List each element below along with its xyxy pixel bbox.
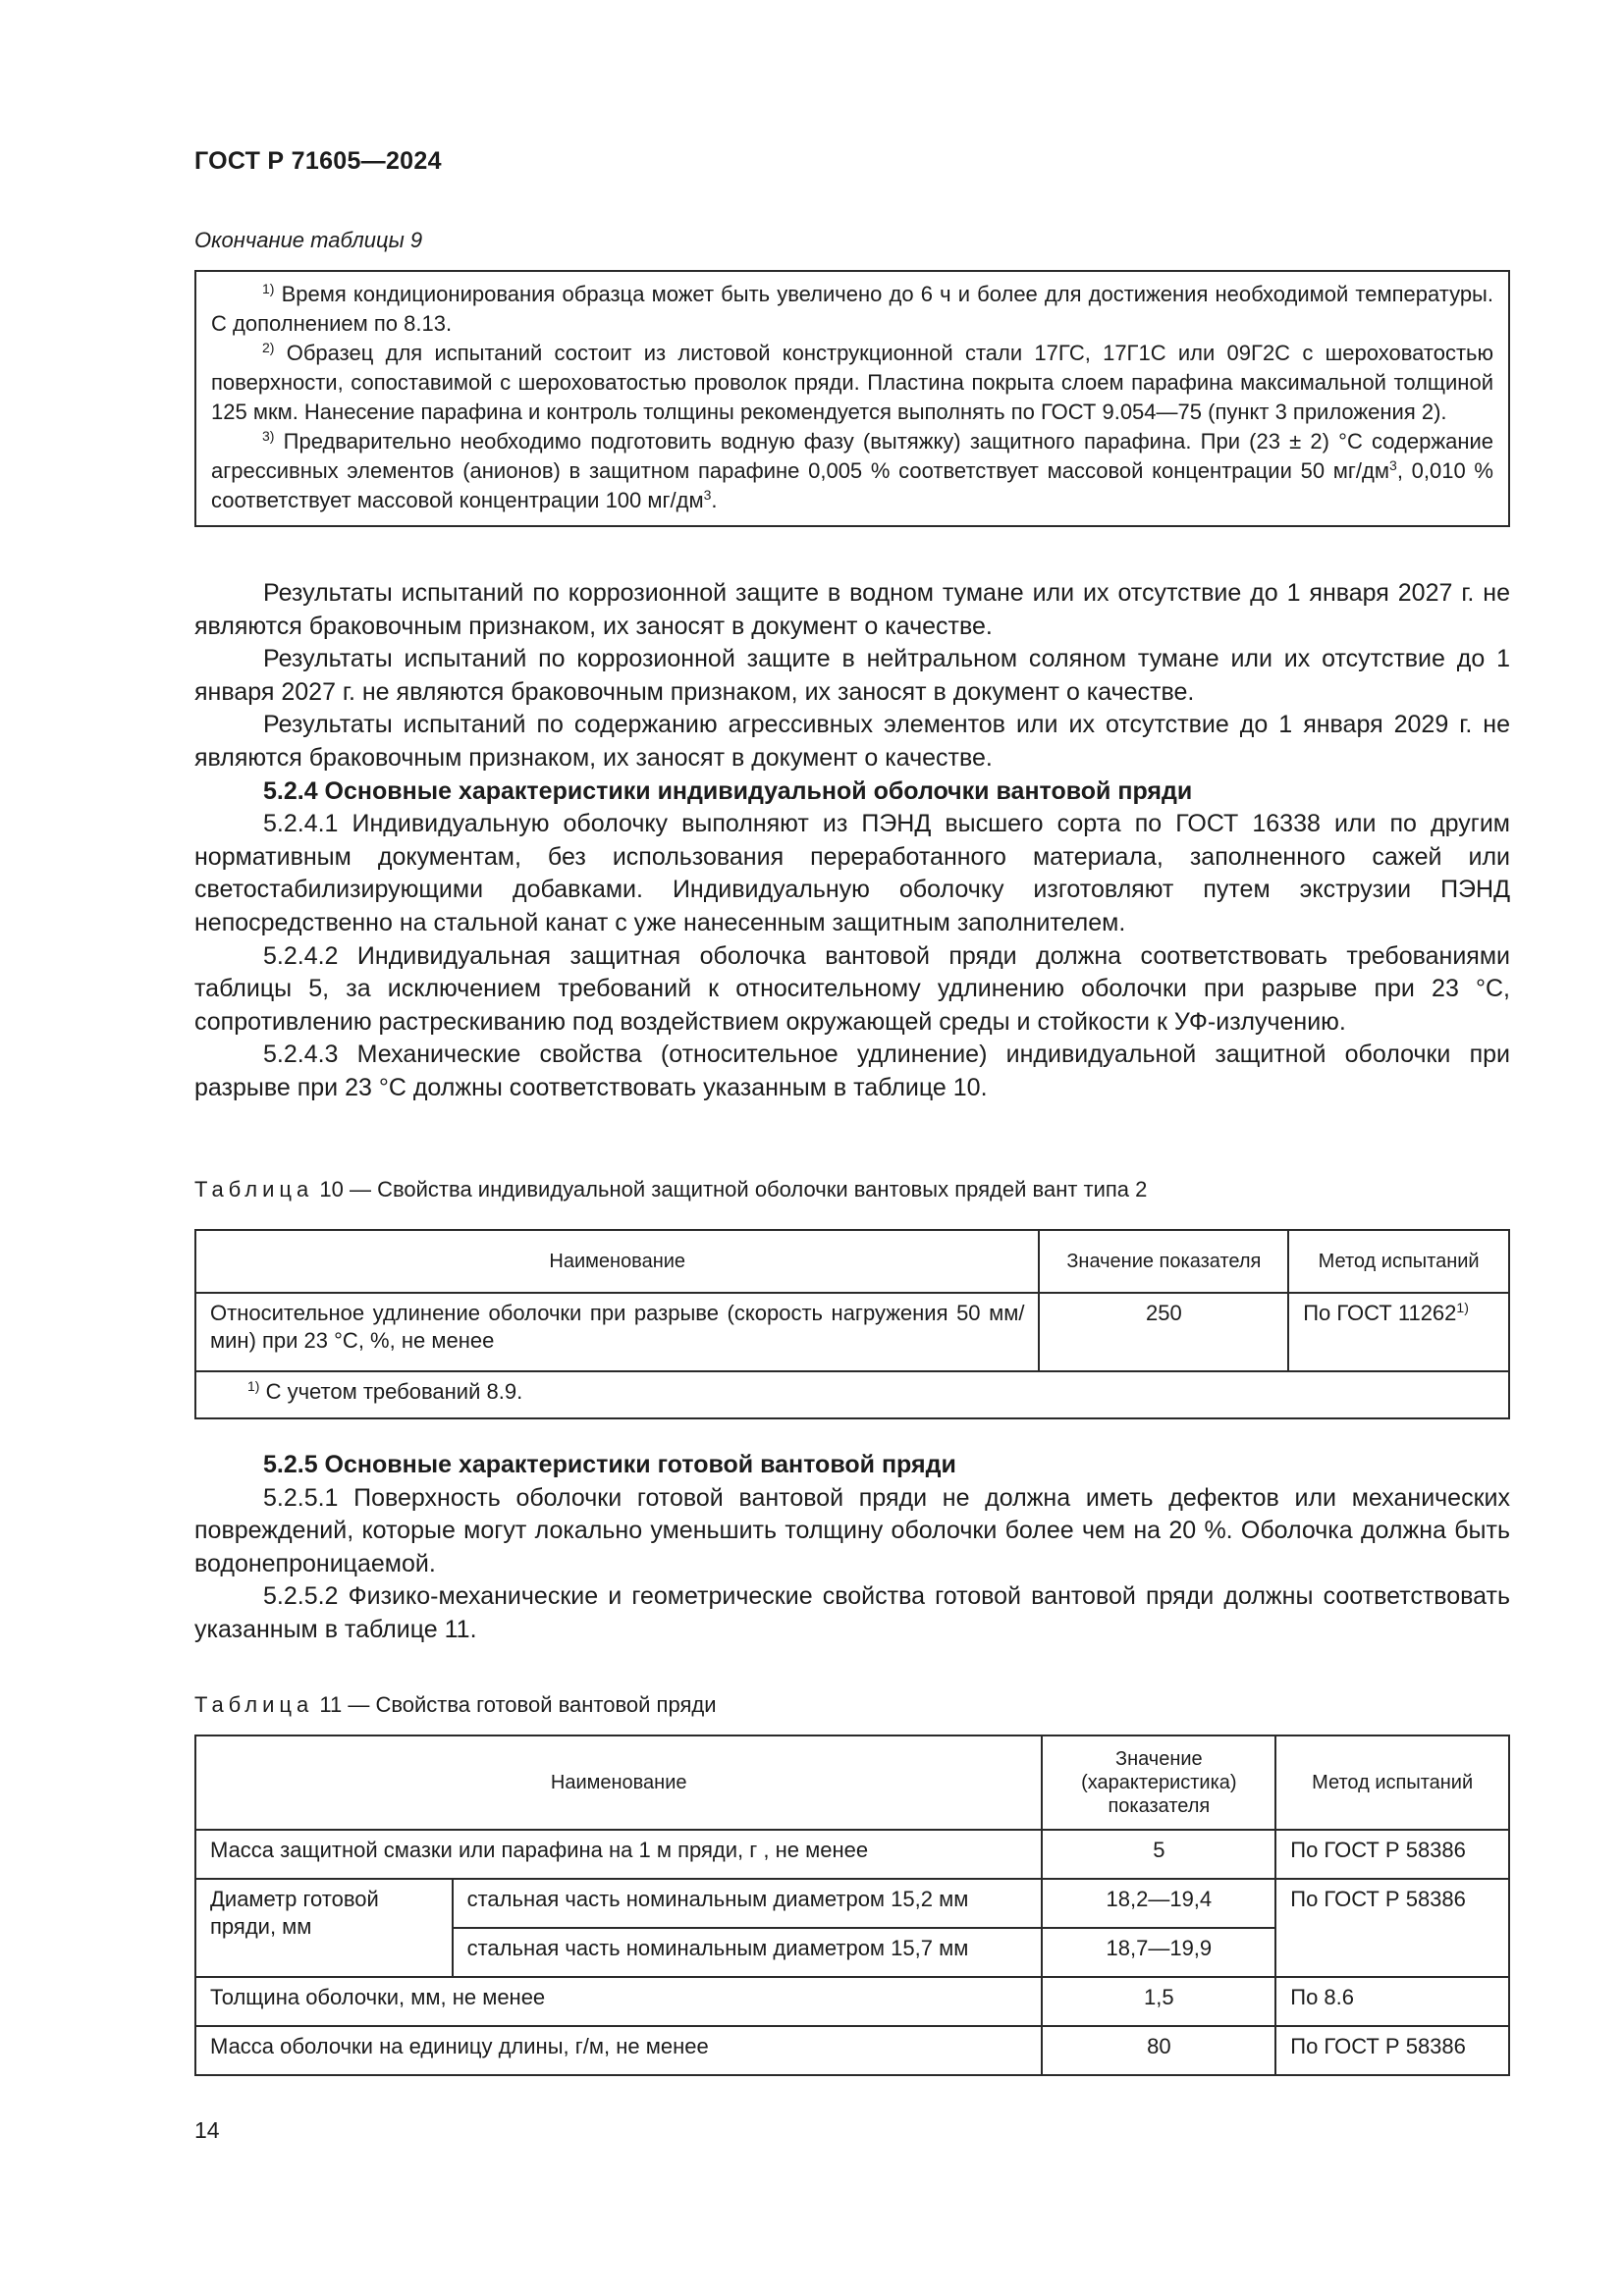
superscript: 3 [703, 487, 712, 503]
cell-value: 1,5 [1042, 1977, 1275, 2026]
table-row [195, 1977, 1509, 2026]
note-mark: 3) [262, 428, 275, 444]
table-word: Таблица [194, 1692, 314, 1717]
note-text: Предварительно необходимо подготовить водную фазу (вытяжку) защитного парафина. При (23 ± 2) °С содержание агрессивных элементов (анионов) в защитном парафине 0,005 % соответствует массовой концентрации 50 мг/дм [211, 429, 1493, 483]
table-header-row [195, 1735, 1509, 1830]
table11-caption [194, 1692, 717, 1718]
table-note-row [195, 1371, 1509, 1418]
table10-caption [194, 1177, 1147, 1202]
body-text-block [194, 577, 1510, 1105]
paragraph: 5.2.4.3 Механические свойства (относительное удлинение) индивидуальной защитной оболочки при разрыве при 23 °С должны соответствовать указанным в таблице 10. [194, 1041, 1510, 1101]
column-header-value: Значение показателя [1039, 1230, 1288, 1293]
table9-note-2 [211, 339, 1493, 427]
cell-name: Масса защитной смазки или парафина на 1 м пряди, г , не менее [195, 1830, 1042, 1879]
cell-name: стальная часть номинальным диаметром 15,2 мм [453, 1879, 1043, 1928]
table-10 [194, 1229, 1510, 1419]
column-header-value: Значение (характеристика) показателя [1042, 1735, 1275, 1830]
cell-name: Толщина оболочки, мм, не менее [195, 1977, 1042, 2026]
paragraph: 5.2.5.1 Поверхность оболочки готовой вантовой пряди не должна иметь дефектов или механических повреждений, которые могут локально уменьшить толщину оболочки более чем на 20 %. Оболочка должна быть водонепроницаемой. [194, 1483, 1510, 1577]
note-text: Время кондиционирования образца может быть увеличено до 6 ч и более для достижения необходимой температуры. С дополнением по 8.13. [211, 282, 1493, 336]
column-header-name: Наименование [195, 1230, 1039, 1293]
section-heading-5-2-5: 5.2.5 Основные характеристики готовой вантовой пряди [263, 1451, 956, 1478]
paragraph: Результаты испытаний по коррозионной защите в нейтральном соляном тумане или их отсутствие до 1 января 2027 г. не являются браковочным признаком, их заносят в документ о качестве. [194, 645, 1510, 706]
note-text: , 0,010 % соответствует массовой концентрации 100 мг/дм [211, 458, 1493, 512]
table-title: 10 — Свойства индивидуальной защитной оболочки вантовых прядей вант типа 2 [313, 1177, 1148, 1201]
cell-group-name: Диаметр готовой пряди, мм [195, 1879, 453, 1977]
page-number: 14 [194, 2117, 220, 2143]
table-note [195, 1371, 1509, 1418]
paragraph: Результаты испытаний по коррозионной защите в водном тумане или их отсутствие до 1 января 2027 г. не являются браковочным признаком, их заносят в документ о качестве. [194, 579, 1510, 640]
superscript: 3 [1389, 457, 1397, 473]
table-title: 11 — Свойства готовой вантовой пряди [313, 1692, 717, 1717]
column-header-method: Метод испытаний [1288, 1230, 1509, 1293]
table-header-row [195, 1230, 1509, 1293]
table-row [195, 1293, 1509, 1371]
note-text: С учетом требований 8.9. [259, 1379, 523, 1404]
note-mark: 2) [262, 340, 275, 355]
section-5-2-5 [194, 1449, 1510, 1647]
table-row [195, 1830, 1509, 1879]
paragraph: 5.2.4.1 Индивидуальную оболочку выполняют из ПЭНД высшего сорта по ГОСТ 16338 или по другим нормативным документам, без использования переработанного материала, заполненного сажей или светостабилизирующими добавками. Индивидуальную оболочку изготовляют путем экструзии ПЭНД непосредственно на стальной канат с уже нанесенным защитным заполнителем. [194, 810, 1510, 936]
table-row [195, 2026, 1509, 2075]
cell-value: 18,7—19,9 [1042, 1928, 1275, 1977]
method-text: По ГОСТ 11262 [1303, 1301, 1457, 1325]
cell-value: 5 [1042, 1830, 1275, 1879]
cell-method: По ГОСТ Р 58386 [1275, 2026, 1509, 2075]
note-text: . [711, 488, 718, 512]
note-mark: 1) [247, 1378, 260, 1394]
table-row [195, 1879, 1509, 1928]
table-11 [194, 1735, 1510, 2076]
table9-note-1 [211, 280, 1493, 339]
note-text: Образец для испытаний состоит из листовой конструкционной стали 17ГС, 17Г1С или 09Г2С с шероховатостью поверхности, сопоставимой с шероховатостью проволок пряди. Пластина покрыта слоем парафина максимальной толщиной 125 мкм. Нанесение парафина и контроль толщины рекомендуется выполнять по ГОСТ 9.054—75 (пункт 3 приложения 2). [211, 341, 1493, 424]
paragraph: 5.2.5.2 Физико-механические и геометрические свойства готовой вантовой пряди должны соответствовать указанным в таблице 11. [194, 1582, 1510, 1643]
table9-notes-box [194, 270, 1510, 527]
cell-name: Масса оболочки на единицу длины, г/м, не менее [195, 2026, 1042, 2075]
cell-method [1288, 1293, 1509, 1371]
cell-value: 18,2—19,4 [1042, 1879, 1275, 1928]
note-mark: 1) [262, 281, 275, 296]
cell-method: По ГОСТ Р 58386 [1275, 1879, 1509, 1977]
table9-note-3 [211, 427, 1493, 515]
superscript: 1) [1456, 1300, 1469, 1315]
paragraph: 5.2.4.2 Индивидуальная защитная оболочка вантовой пряди должна соответствовать требованиями таблицы 5, за исключением требований к относительному удлинению оболочки при разрыве при 23 °С, сопротивлению растрескиванию под воздействием окружающей среды и стойкости к УФ-излучению. [194, 941, 1510, 1036]
cell-name: стальная часть номинальным диаметром 15,7 мм [453, 1928, 1043, 1977]
table9-end-caption: Окончание таблицы 9 [194, 228, 423, 252]
cell-value: 250 [1039, 1293, 1288, 1371]
paragraph: Результаты испытаний по содержанию агрессивных элементов или их отсутствие до 1 января 2029 г. не являются браковочным признаком, их заносят в документ о качестве. [194, 711, 1510, 772]
section-heading-5-2-4: 5.2.4 Основные характеристики индивидуальной оболочки вантовой пряди [263, 776, 1193, 805]
column-header-method: Метод испытаний [1275, 1735, 1509, 1830]
document-header: ГОСТ Р 71605—2024 [194, 147, 442, 175]
column-header-name: Наименование [195, 1735, 1042, 1830]
cell-value: 80 [1042, 2026, 1275, 2075]
cell-method: По ГОСТ Р 58386 [1275, 1830, 1509, 1879]
cell-name: Относительное удлинение оболочки при разрыве (скорость нагружения 50 мм/мин) при 23 °С, %, не менее [195, 1293, 1039, 1371]
cell-method: По 8.6 [1275, 1977, 1509, 2026]
table-word: Таблица [194, 1177, 314, 1201]
